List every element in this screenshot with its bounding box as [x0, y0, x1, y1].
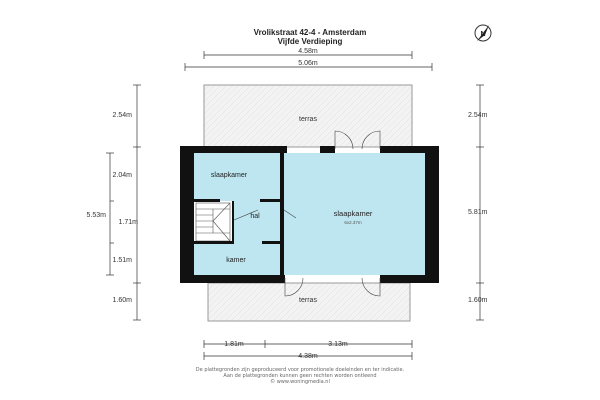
dimension-left-hal: 1.71m [118, 219, 138, 226]
plan-subtitle: Vijfde Verdieping [277, 37, 343, 46]
plan-title: Vrolikstraat 42-4 - Amsterdam [253, 28, 367, 37]
left-dimension-lines [106, 85, 141, 320]
dimension-left-terrace-bottom: 1.60m [112, 297, 132, 304]
room-hal [232, 201, 282, 243]
label-slaapkamer-main-size: 6x2.37m [344, 220, 362, 225]
dimension-right-terrace: 2.54m [468, 112, 488, 119]
compass-icon [475, 25, 491, 41]
terrace-bottom-label: terras [299, 297, 317, 304]
dimension-left-slaapkamer: 2.04m [112, 172, 132, 179]
dimension-top-inner: 4.58m [298, 48, 318, 55]
disclaimer-line-1: De plattegronden zijn geproduceerd voor promotionele doeleinden en ter indicatie. [195, 367, 405, 373]
dimension-bottom-right: 3.13m [328, 341, 348, 348]
dimension-right-main: 5.81m [468, 209, 488, 216]
label-slaapkamer-main: slaapkamer [333, 209, 373, 218]
label-slaapkamer-small: slaapkamer [210, 172, 248, 179]
dimension-top-outer: 5.06m [298, 60, 318, 67]
dimension-left-total: 5.53m [86, 212, 106, 219]
label-hal: hal [250, 213, 260, 220]
disclaimer-line-2: Aan de plattegronden kunnen geen rechten worden ontleend [223, 373, 377, 379]
dimension-left-kamer: 1.51m [112, 257, 132, 264]
dimension-left-terrace: 2.54m [112, 112, 132, 119]
terrace-top-label: terras [299, 116, 317, 123]
dimension-bottom-total: 4.38m [298, 353, 318, 360]
dimension-right-terrace-bottom: 1.60m [468, 297, 488, 304]
copyright: © www.woningmedia.nl [270, 379, 330, 385]
compass-label: N [480, 31, 486, 38]
dimension-bottom-left: 1.81m [224, 341, 244, 348]
right-dimension-lines [476, 85, 484, 320]
label-kamer: kamer [226, 257, 246, 264]
